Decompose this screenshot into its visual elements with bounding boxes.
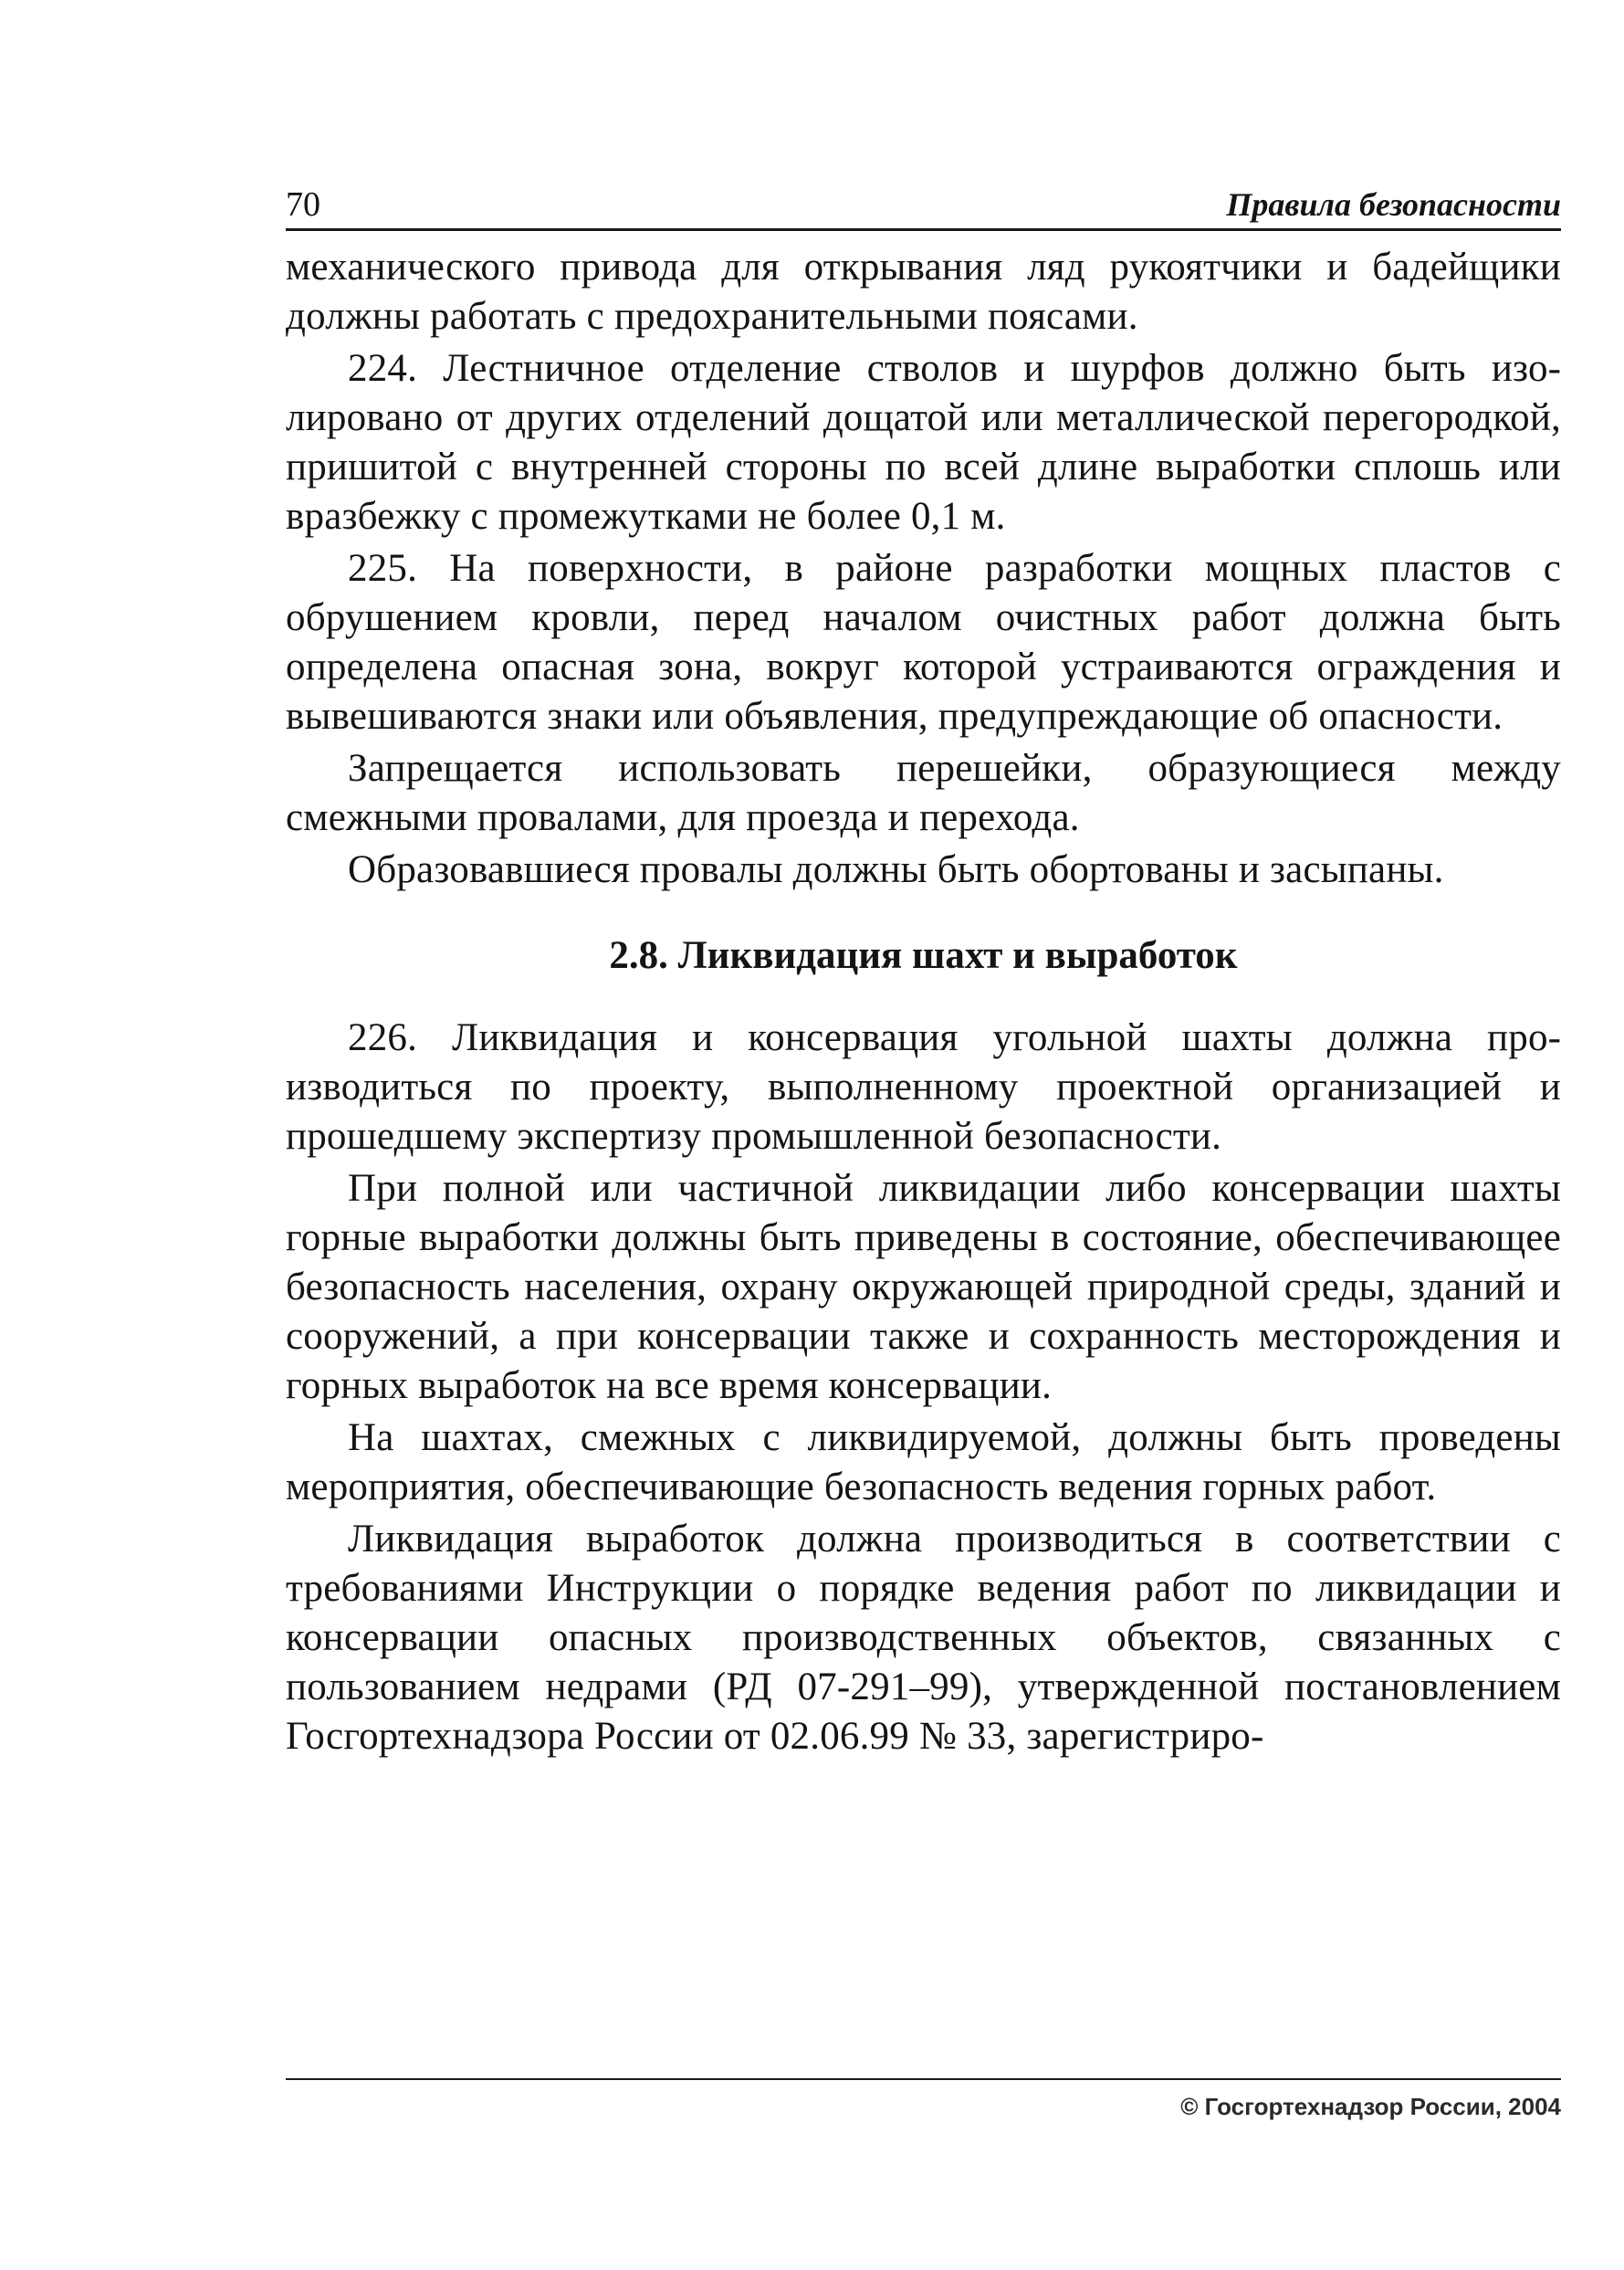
paragraph: механического привода для открывания ляд рукоятчики и бадейщики должны работать с предохранительными поясами.: [286, 246, 1561, 338]
body-text: [286, 243, 1561, 1764]
paragraph-224: 224. Лестничное отделение стволов и шурфов должно быть изолировано от других отделений дощатой или металлической перегородкой, пришитой с внутренней стороны по всей длине выработки сплошь или вразбежку с промежутками не более 0,1 м.: [286, 347, 1561, 538]
paragraph: Ликвидация выработок должна производиться в соответствии с требованиями Инструкции о порядке ведения работ по ликвидации и консервации опасных производственных объектов, связанных с пользованием недрами (РД 07-291–99), утвержденной постановлением Госгортехнадзора России от 02.06.99 № 33, зарегистриро-: [286, 1518, 1561, 1758]
copyright-notice: © Госгортехнадзор России, 2004: [1180, 2093, 1561, 2120]
page-number: 70: [286, 185, 320, 224]
footer-rule: [286, 2078, 1561, 2080]
paragraph-225: 225. На поверхности, в районе разработки мощных пластов с обрушением кровли, перед началом очистных работ должна быть определена опасная зона, вокруг которой устраиваются ограждения и вывешиваются знаки или объявления, предупреждающие об опасности.: [286, 547, 1561, 738]
section-heading: 2.8. Ликвидация шахт и выработок: [609, 934, 1238, 977]
running-title: Правила безопасности: [1226, 186, 1561, 223]
paragraph: Запрещается использовать перешейки, образующиеся между смежными провалами, для проезда и перехода.: [286, 747, 1561, 839]
paragraph-226: 226. Ликвидация и консервация угольной шахты должна производиться по проекту, выполненному проектной организацией и прошедшему экспертизу промышленной безопасности.: [286, 1016, 1561, 1158]
page-header: [286, 183, 1561, 231]
paragraph: На шахтах, смежных с ликвидируемой, должны быть проведены мероприятия, обеспечивающие безопасность ведения горных работ.: [286, 1416, 1561, 1508]
paragraph: При полной или частичной ликвидации либо консервации шахты горные выработки должны быть приведены в состояние, обеспечивающее безопасность населения, охрану окружающей природной среды, зданий и сооружений, а при консервации также и сохранность месторождения и горных выработок на все время консервации.: [286, 1167, 1561, 1407]
paragraph: Образовавшиеся провалы должны быть обортованы и засыпаны.: [348, 848, 1444, 891]
